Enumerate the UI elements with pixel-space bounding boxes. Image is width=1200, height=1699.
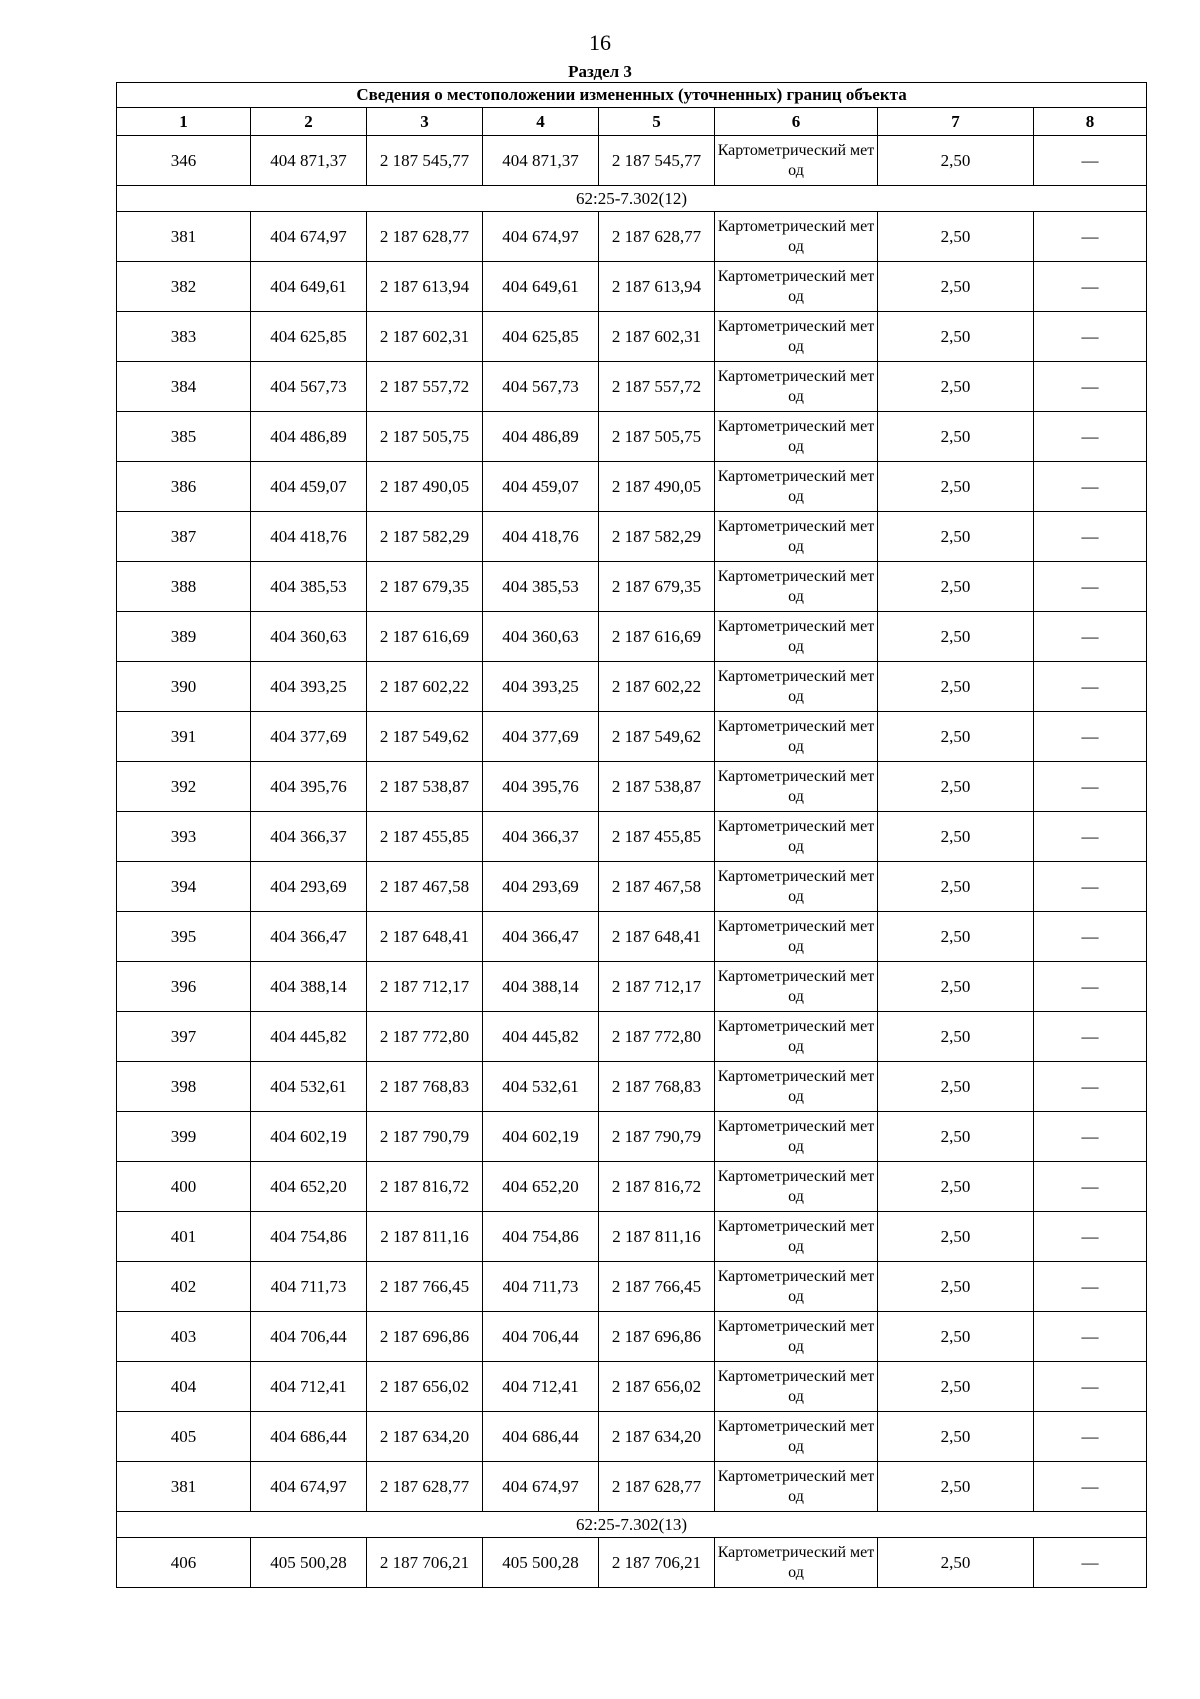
x-old-cell: 404 532,61 [251, 1062, 367, 1112]
y-new-cell: 2 187 656,02 [599, 1362, 715, 1412]
table-row [117, 1262, 1147, 1312]
method-text: Картометрический метод [717, 1417, 875, 1455]
description-cell: — [1034, 362, 1147, 412]
table-row [117, 212, 1147, 262]
x-old-cell: 404 393,25 [251, 662, 367, 712]
section-title: Раздел 3 [568, 62, 632, 81]
x-new-cell: 404 871,37 [483, 136, 599, 186]
y-new-cell: 2 187 490,05 [599, 462, 715, 512]
point-number-cell: 401 [117, 1212, 251, 1262]
method-text: Картометрический метод [717, 517, 875, 555]
point-number-cell: 406 [117, 1538, 251, 1588]
point-number-cell: 384 [117, 362, 251, 412]
description-cell: — [1034, 262, 1147, 312]
method-cell [715, 1362, 878, 1412]
point-number-cell: 394 [117, 862, 251, 912]
description-cell: — [1034, 1412, 1147, 1462]
x-new-cell: 404 652,20 [483, 1162, 599, 1212]
y-new-cell: 2 187 602,22 [599, 662, 715, 712]
x-old-cell: 404 652,20 [251, 1162, 367, 1212]
table-row [117, 662, 1147, 712]
column-number: 4 [483, 108, 599, 136]
method-text: Картометрический метод [717, 317, 875, 355]
y-new-cell: 2 187 628,77 [599, 212, 715, 262]
description-cell: — [1034, 1362, 1147, 1412]
x-new-cell: 404 706,44 [483, 1312, 599, 1362]
parcel-number: 62:25-7.302(12) [117, 186, 1147, 212]
accuracy-cell: 2,50 [878, 612, 1034, 662]
description-cell: — [1034, 462, 1147, 512]
method-cell [715, 136, 878, 186]
accuracy-cell: 2,50 [878, 1462, 1034, 1512]
y-old-cell: 2 187 696,86 [367, 1312, 483, 1362]
table-row [117, 712, 1147, 762]
accuracy-cell: 2,50 [878, 362, 1034, 412]
parcel-number: 62:25-7.302(13) [117, 1512, 1147, 1538]
accuracy-cell: 2,50 [878, 762, 1034, 812]
table-row [117, 136, 1147, 186]
table-row [117, 1538, 1147, 1588]
method-cell [715, 862, 878, 912]
y-new-cell: 2 187 505,75 [599, 412, 715, 462]
accuracy-cell: 2,50 [878, 512, 1034, 562]
y-old-cell: 2 187 772,80 [367, 1012, 483, 1062]
x-new-cell: 404 393,25 [483, 662, 599, 712]
point-number-cell: 382 [117, 262, 251, 312]
method-text: Картометрический метод [717, 617, 875, 655]
y-new-cell: 2 187 679,35 [599, 562, 715, 612]
method-text: Картометрический метод [717, 767, 875, 805]
method-text: Картометрический метод [717, 717, 875, 755]
x-new-cell: 404 293,69 [483, 862, 599, 912]
x-old-cell: 404 711,73 [251, 1262, 367, 1312]
y-new-cell: 2 187 549,62 [599, 712, 715, 762]
accuracy-cell: 2,50 [878, 412, 1034, 462]
x-new-cell: 404 686,44 [483, 1412, 599, 1462]
table-row [117, 1412, 1147, 1462]
x-old-cell: 404 649,61 [251, 262, 367, 312]
accuracy-cell: 2,50 [878, 1412, 1034, 1462]
x-old-cell: 404 706,44 [251, 1312, 367, 1362]
accuracy-cell: 2,50 [878, 562, 1034, 612]
accuracy-cell: 2,50 [878, 1538, 1034, 1588]
point-number-cell: 346 [117, 136, 251, 186]
method-text: Картометрический метод [717, 1067, 875, 1105]
method-text: Картометрический метод [717, 1217, 875, 1255]
x-old-cell: 404 418,76 [251, 512, 367, 562]
point-number-cell: 400 [117, 1162, 251, 1212]
method-text: Картометрический метод [717, 1017, 875, 1055]
y-new-cell: 2 187 648,41 [599, 912, 715, 962]
method-cell [715, 1262, 878, 1312]
y-old-cell: 2 187 712,17 [367, 962, 483, 1012]
point-number-cell: 381 [117, 1462, 251, 1512]
description-cell: — [1034, 1062, 1147, 1112]
method-cell [715, 1412, 878, 1462]
method-text: Картометрический метод [717, 1267, 875, 1305]
x-old-cell: 404 445,82 [251, 1012, 367, 1062]
point-number-cell: 396 [117, 962, 251, 1012]
point-number-cell: 402 [117, 1262, 251, 1312]
method-cell [715, 1162, 878, 1212]
column-number: 1 [117, 108, 251, 136]
method-cell [715, 912, 878, 962]
method-text: Картометрический метод [717, 1117, 875, 1155]
y-new-cell: 2 187 545,77 [599, 136, 715, 186]
y-new-cell: 2 187 772,80 [599, 1012, 715, 1062]
y-old-cell: 2 187 505,75 [367, 412, 483, 462]
method-cell [715, 312, 878, 362]
point-number-cell: 381 [117, 212, 251, 262]
description-cell: — [1034, 1538, 1147, 1588]
y-old-cell: 2 187 648,41 [367, 912, 483, 962]
point-number-cell: 387 [117, 512, 251, 562]
y-old-cell: 2 187 602,22 [367, 662, 483, 712]
accuracy-cell: 2,50 [878, 962, 1034, 1012]
method-text: Картометрический метод [717, 1167, 875, 1205]
method-text: Картометрический метод [717, 567, 875, 605]
y-new-cell: 2 187 628,77 [599, 1462, 715, 1512]
x-old-cell: 404 674,97 [251, 212, 367, 262]
table-row [117, 612, 1147, 662]
method-cell [715, 1462, 878, 1512]
column-number: 2 [251, 108, 367, 136]
y-old-cell: 2 187 768,83 [367, 1062, 483, 1112]
x-old-cell: 404 871,37 [251, 136, 367, 186]
y-old-cell: 2 187 490,05 [367, 462, 483, 512]
description-cell: — [1034, 1112, 1147, 1162]
x-new-cell: 404 385,53 [483, 562, 599, 612]
y-old-cell: 2 187 545,77 [367, 136, 483, 186]
accuracy-cell: 2,50 [878, 1062, 1034, 1112]
accuracy-cell: 2,50 [878, 1312, 1034, 1362]
y-new-cell: 2 187 790,79 [599, 1112, 715, 1162]
table-row [117, 1212, 1147, 1262]
table-row [117, 362, 1147, 412]
accuracy-cell: 2,50 [878, 712, 1034, 762]
point-number-cell: 389 [117, 612, 251, 662]
accuracy-cell: 2,50 [878, 212, 1034, 262]
description-cell: — [1034, 1462, 1147, 1512]
table-row [117, 1312, 1147, 1362]
accuracy-cell: 2,50 [878, 136, 1034, 186]
table-row [117, 1462, 1147, 1512]
method-text: Картометрический метод [717, 1467, 875, 1505]
description-cell: — [1034, 962, 1147, 1012]
method-cell [715, 362, 878, 412]
accuracy-cell: 2,50 [878, 1012, 1034, 1062]
accuracy-cell: 2,50 [878, 1262, 1034, 1312]
point-number-cell: 395 [117, 912, 251, 962]
y-new-cell: 2 187 811,16 [599, 1212, 715, 1262]
page-number: 16 [589, 30, 611, 55]
method-text: Картометрический метод [717, 917, 875, 955]
y-old-cell: 2 187 582,29 [367, 512, 483, 562]
description-cell: — [1034, 712, 1147, 762]
description-cell: — [1034, 662, 1147, 712]
method-text: Картометрический метод [717, 667, 875, 705]
x-old-cell: 405 500,28 [251, 1538, 367, 1588]
method-cell [715, 412, 878, 462]
table-caption: Сведения о местоположении измененных (уточненных) границ объекта [117, 83, 1147, 108]
point-number-cell: 405 [117, 1412, 251, 1462]
y-old-cell: 2 187 557,72 [367, 362, 483, 412]
method-text: Картометрический метод [717, 967, 875, 1005]
method-cell [715, 462, 878, 512]
accuracy-cell: 2,50 [878, 1112, 1034, 1162]
point-number-cell: 393 [117, 812, 251, 862]
point-number-cell: 388 [117, 562, 251, 612]
y-old-cell: 2 187 613,94 [367, 262, 483, 312]
y-old-cell: 2 187 816,72 [367, 1162, 483, 1212]
method-cell [715, 1312, 878, 1362]
table-row [117, 1362, 1147, 1412]
x-old-cell: 404 567,73 [251, 362, 367, 412]
method-text: Картометрический метод [717, 1317, 875, 1355]
table-row [117, 512, 1147, 562]
x-old-cell: 404 366,37 [251, 812, 367, 862]
method-text: Картометрический метод [717, 467, 875, 505]
x-new-cell: 404 711,73 [483, 1262, 599, 1312]
y-new-cell: 2 187 766,45 [599, 1262, 715, 1312]
accuracy-cell: 2,50 [878, 1162, 1034, 1212]
description-cell: — [1034, 612, 1147, 662]
y-old-cell: 2 187 811,16 [367, 1212, 483, 1262]
point-number-cell: 398 [117, 1062, 251, 1112]
x-old-cell: 404 395,76 [251, 762, 367, 812]
x-new-cell: 404 377,69 [483, 712, 599, 762]
y-old-cell: 2 187 549,62 [367, 712, 483, 762]
x-new-cell: 405 500,28 [483, 1538, 599, 1588]
column-number-row [117, 108, 1147, 136]
method-cell [715, 1212, 878, 1262]
accuracy-cell: 2,50 [878, 262, 1034, 312]
accuracy-cell: 2,50 [878, 462, 1034, 512]
y-old-cell: 2 187 602,31 [367, 312, 483, 362]
y-old-cell: 2 187 634,20 [367, 1412, 483, 1462]
x-old-cell: 404 385,53 [251, 562, 367, 612]
table-body [117, 136, 1147, 1588]
method-cell [715, 962, 878, 1012]
y-old-cell: 2 187 790,79 [367, 1112, 483, 1162]
x-new-cell: 404 366,37 [483, 812, 599, 862]
y-old-cell: 2 187 679,35 [367, 562, 483, 612]
y-old-cell: 2 187 467,58 [367, 862, 483, 912]
description-cell: — [1034, 762, 1147, 812]
x-new-cell: 404 754,86 [483, 1212, 599, 1262]
x-new-cell: 404 360,63 [483, 612, 599, 662]
method-cell [715, 1062, 878, 1112]
x-new-cell: 404 567,73 [483, 362, 599, 412]
column-number: 7 [878, 108, 1034, 136]
x-old-cell: 404 686,44 [251, 1412, 367, 1462]
y-old-cell: 2 187 616,69 [367, 612, 483, 662]
table-row [117, 1162, 1147, 1212]
description-cell: — [1034, 1012, 1147, 1062]
point-number-cell: 397 [117, 1012, 251, 1062]
y-new-cell: 2 187 467,58 [599, 862, 715, 912]
y-new-cell: 2 187 696,86 [599, 1312, 715, 1362]
accuracy-cell: 2,50 [878, 1362, 1034, 1412]
description-cell: — [1034, 1212, 1147, 1262]
table-row [117, 262, 1147, 312]
point-number-cell: 399 [117, 1112, 251, 1162]
description-cell: — [1034, 862, 1147, 912]
table-row [117, 412, 1147, 462]
x-new-cell: 404 649,61 [483, 262, 599, 312]
y-old-cell: 2 187 766,45 [367, 1262, 483, 1312]
x-old-cell: 404 388,14 [251, 962, 367, 1012]
column-number: 3 [367, 108, 483, 136]
y-new-cell: 2 187 602,31 [599, 312, 715, 362]
method-cell [715, 1112, 878, 1162]
point-number-cell: 392 [117, 762, 251, 812]
x-old-cell: 404 674,97 [251, 1462, 367, 1512]
y-new-cell: 2 187 613,94 [599, 262, 715, 312]
method-text: Картометрический метод [717, 817, 875, 855]
y-new-cell: 2 187 634,20 [599, 1412, 715, 1462]
description-cell: — [1034, 1262, 1147, 1312]
table-row [117, 312, 1147, 362]
method-text: Картометрический метод [717, 1367, 875, 1405]
method-cell [715, 1538, 878, 1588]
x-old-cell: 404 366,47 [251, 912, 367, 962]
x-new-cell: 404 486,89 [483, 412, 599, 462]
y-old-cell: 2 187 656,02 [367, 1362, 483, 1412]
x-new-cell: 404 674,97 [483, 212, 599, 262]
x-old-cell: 404 459,07 [251, 462, 367, 512]
boundary-coordinates-table [116, 82, 1147, 1588]
x-new-cell: 404 625,85 [483, 312, 599, 362]
description-cell: — [1034, 1312, 1147, 1362]
accuracy-cell: 2,50 [878, 862, 1034, 912]
description-cell: — [1034, 912, 1147, 962]
y-new-cell: 2 187 538,87 [599, 762, 715, 812]
table-row [117, 1062, 1147, 1112]
x-old-cell: 404 377,69 [251, 712, 367, 762]
x-new-cell: 404 395,76 [483, 762, 599, 812]
x-new-cell: 404 459,07 [483, 462, 599, 512]
method-text: Картометрический метод [717, 867, 875, 905]
point-number-cell: 403 [117, 1312, 251, 1362]
x-old-cell: 404 754,86 [251, 1212, 367, 1262]
y-new-cell: 2 187 616,69 [599, 612, 715, 662]
method-text: Картометрический метод [717, 1543, 875, 1581]
y-new-cell: 2 187 768,83 [599, 1062, 715, 1112]
x-old-cell: 404 360,63 [251, 612, 367, 662]
x-new-cell: 404 388,14 [483, 962, 599, 1012]
accuracy-cell: 2,50 [878, 1212, 1034, 1262]
x-new-cell: 404 366,47 [483, 912, 599, 962]
y-old-cell: 2 187 706,21 [367, 1538, 483, 1588]
point-number-cell: 386 [117, 462, 251, 512]
description-cell: — [1034, 1162, 1147, 1212]
y-old-cell: 2 187 455,85 [367, 812, 483, 862]
description-cell: — [1034, 812, 1147, 862]
x-old-cell: 404 486,89 [251, 412, 367, 462]
accuracy-cell: 2,50 [878, 662, 1034, 712]
method-cell [715, 812, 878, 862]
description-cell: — [1034, 562, 1147, 612]
description-cell: — [1034, 512, 1147, 562]
x-new-cell: 404 602,19 [483, 1112, 599, 1162]
description-cell: — [1034, 412, 1147, 462]
point-number-cell: 391 [117, 712, 251, 762]
x-old-cell: 404 602,19 [251, 1112, 367, 1162]
table-row [117, 462, 1147, 512]
y-old-cell: 2 187 628,77 [367, 212, 483, 262]
point-number-cell: 385 [117, 412, 251, 462]
method-cell [715, 562, 878, 612]
method-cell [715, 1012, 878, 1062]
table-row [117, 1112, 1147, 1162]
column-number: 6 [715, 108, 878, 136]
table-row [117, 762, 1147, 812]
y-old-cell: 2 187 538,87 [367, 762, 483, 812]
parcel-group-row [117, 1512, 1147, 1538]
x-new-cell: 404 532,61 [483, 1062, 599, 1112]
point-number-cell: 390 [117, 662, 251, 712]
y-old-cell: 2 187 628,77 [367, 1462, 483, 1512]
parcel-group-row [117, 186, 1147, 212]
point-number-cell: 404 [117, 1362, 251, 1412]
description-cell: — [1034, 136, 1147, 186]
x-old-cell: 404 625,85 [251, 312, 367, 362]
table-row [117, 562, 1147, 612]
method-cell [715, 662, 878, 712]
accuracy-cell: 2,50 [878, 812, 1034, 862]
x-new-cell: 404 674,97 [483, 1462, 599, 1512]
method-text: Картометрический метод [717, 217, 875, 255]
table-row [117, 812, 1147, 862]
y-new-cell: 2 187 816,72 [599, 1162, 715, 1212]
accuracy-cell: 2,50 [878, 312, 1034, 362]
method-text: Картометрический метод [717, 267, 875, 305]
x-new-cell: 404 445,82 [483, 1012, 599, 1062]
method-text: Картометрический метод [717, 367, 875, 405]
x-old-cell: 404 712,41 [251, 1362, 367, 1412]
method-text: Картометрический метод [717, 417, 875, 455]
method-cell [715, 712, 878, 762]
y-new-cell: 2 187 712,17 [599, 962, 715, 1012]
column-number: 5 [599, 108, 715, 136]
method-cell [715, 612, 878, 662]
y-new-cell: 2 187 706,21 [599, 1538, 715, 1588]
y-new-cell: 2 187 582,29 [599, 512, 715, 562]
x-new-cell: 404 418,76 [483, 512, 599, 562]
method-cell [715, 512, 878, 562]
y-new-cell: 2 187 557,72 [599, 362, 715, 412]
point-number-cell: 383 [117, 312, 251, 362]
table-row [117, 862, 1147, 912]
description-cell: — [1034, 312, 1147, 362]
accuracy-cell: 2,50 [878, 912, 1034, 962]
table-row [117, 962, 1147, 1012]
description-cell: — [1034, 212, 1147, 262]
table-row [117, 912, 1147, 962]
method-text: Картометрический метод [717, 141, 875, 179]
method-cell [715, 262, 878, 312]
column-number: 8 [1034, 108, 1147, 136]
table-row [117, 1012, 1147, 1062]
x-old-cell: 404 293,69 [251, 862, 367, 912]
method-cell [715, 212, 878, 262]
y-new-cell: 2 187 455,85 [599, 812, 715, 862]
method-cell [715, 762, 878, 812]
x-new-cell: 404 712,41 [483, 1362, 599, 1412]
